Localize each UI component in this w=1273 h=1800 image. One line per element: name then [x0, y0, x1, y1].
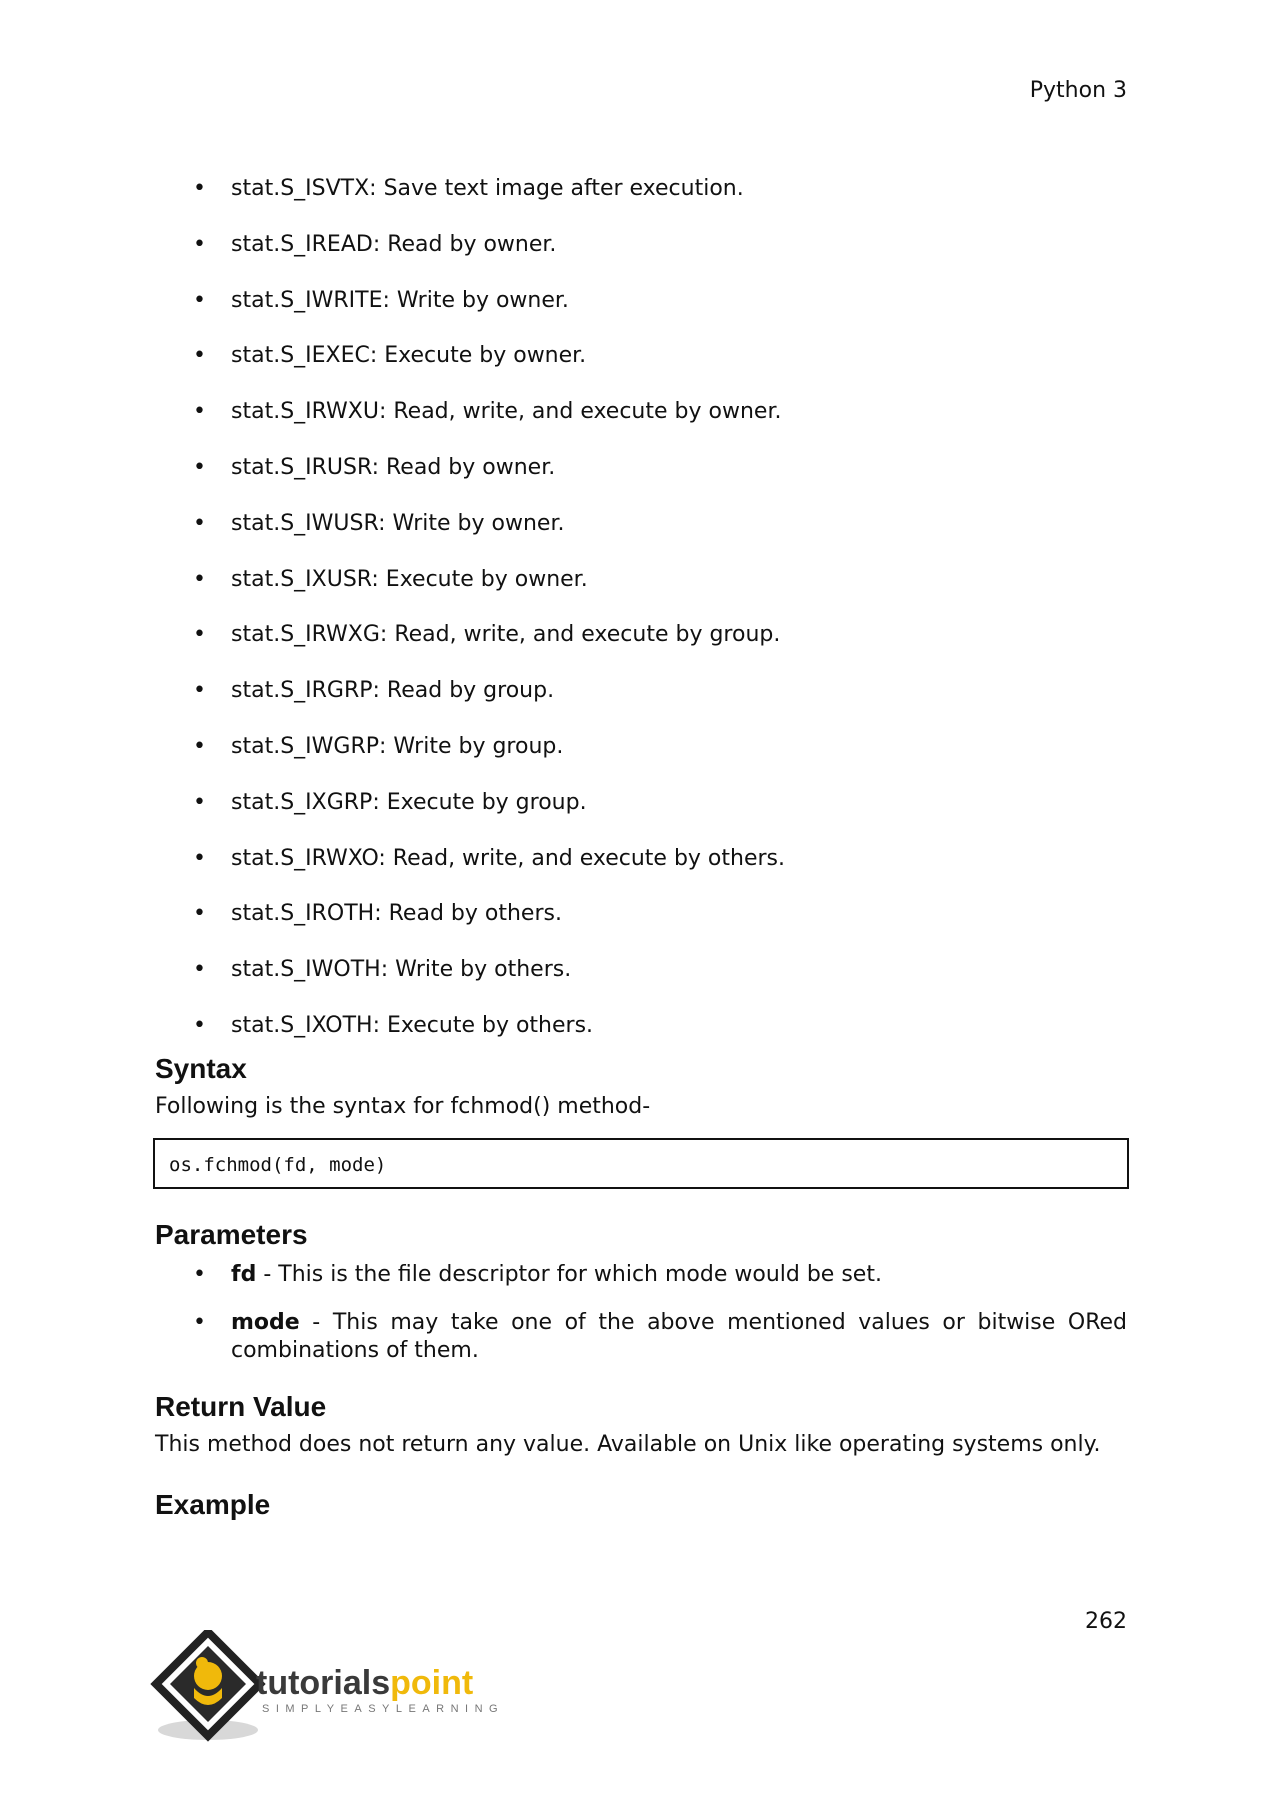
param-name: fd	[231, 1261, 257, 1287]
bullet-icon: •	[193, 1261, 206, 1287]
bullet-icon: •	[193, 231, 206, 257]
bullet-icon: •	[193, 901, 206, 927]
tutorialspoint-logo	[150, 1630, 530, 1750]
param-desc: - This may take one of the above mentioned values or bitwise ORed combinations of them.	[231, 1309, 1127, 1363]
parameters-list	[155, 1261, 1127, 1365]
list-item: • stat.S_IWGRP: Write by group.	[193, 733, 564, 759]
list-item: • stat.S_IRGRP: Read by group.	[193, 678, 555, 704]
list-item: • stat.S_IRUSR: Read by owner.	[193, 454, 556, 480]
bullet-icon: •	[193, 399, 206, 425]
bullet-icon: •	[193, 176, 206, 201]
list-item: • stat.S_IXOTH: Execute by others.	[193, 1012, 594, 1038]
list-item	[155, 1309, 1127, 1365]
list-item: • stat.S_IRWXG: Read, write, and execute by group.	[193, 622, 781, 648]
bullet-icon: •	[193, 566, 206, 592]
bullet-icon: •	[193, 845, 206, 871]
bullet-icon: •	[193, 733, 206, 759]
page-content	[155, 176, 1127, 1521]
code-block	[153, 1138, 1129, 1189]
bullet-icon: •	[193, 622, 206, 648]
list-item: • stat.S_IRWXU: Read, write, and execute by owner.	[193, 399, 782, 425]
bullet-icon: •	[193, 678, 206, 704]
list-item: • stat.S_IXUSR: Execute by owner.	[193, 566, 588, 592]
list-item: • stat.S_IWOTH: Write by others.	[193, 957, 572, 983]
return-value-heading: Return Value	[155, 1390, 327, 1422]
list-item: • stat.S_IWRITE: Write by owner.	[193, 287, 569, 313]
bullet-icon: •	[193, 1309, 206, 1335]
return-value-text: This method does not return any value. Available on Unix like operating systems only.	[155, 1431, 1101, 1457]
syntax-intro: Following is the syntax for fchmod() method-	[155, 1093, 651, 1119]
syntax-heading: Syntax	[155, 1052, 247, 1084]
list-item: • stat.S_IWUSR: Write by owner.	[193, 510, 565, 536]
page-number: 262	[1085, 1609, 1127, 1634]
list-item: • stat.S_IXGRP: Execute by group.	[193, 789, 587, 815]
bullet-icon: •	[193, 1012, 206, 1038]
list-item: • stat.S_IROTH: Read by others.	[193, 901, 562, 927]
param-name: mode	[231, 1309, 300, 1335]
bullet-icon: •	[193, 789, 206, 815]
running-header: Python 3	[1029, 78, 1127, 103]
bullet-icon: •	[193, 343, 206, 369]
logo-mark-icon	[150, 1630, 530, 1750]
logo-text: tutorialspoint	[256, 1664, 474, 1702]
bullet-icon: •	[193, 510, 206, 536]
parameters-heading: Parameters	[155, 1218, 308, 1250]
stat-constants-list	[155, 176, 1127, 1053]
logo-tagline: SIMPLYEASYLEARNING	[262, 1703, 505, 1715]
list-item: • stat.S_IEXEC: Execute by owner.	[193, 343, 587, 369]
bullet-icon: •	[193, 957, 206, 983]
list-item: • stat.S_IRWXO: Read, write, and execute by others.	[193, 845, 785, 871]
list-item: • stat.S_IREAD: Read by owner.	[193, 231, 557, 257]
list-item: • stat.S_ISVTX: Save text image after execution.	[193, 176, 744, 201]
bullet-icon: •	[193, 287, 206, 313]
list-item	[155, 1261, 1127, 1289]
example-heading: Example	[155, 1488, 271, 1520]
code-line: os.fchmod(fd, mode)	[169, 1153, 387, 1176]
param-desc: - This is the file descriptor for which mode would be set.	[256, 1261, 882, 1287]
bullet-icon: •	[193, 454, 206, 480]
